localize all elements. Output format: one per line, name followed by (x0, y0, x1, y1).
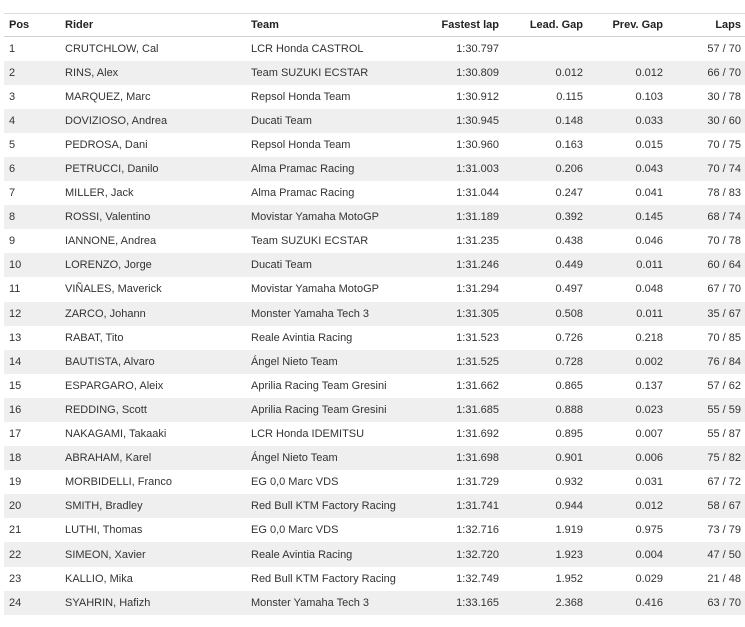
cell-pos: 6 (9, 163, 16, 176)
cell-lead-gap: 0.115 (556, 90, 583, 103)
cell-pos: 1 (9, 42, 16, 55)
cell-laps: 58 / 67 (707, 500, 741, 513)
cell-pos: 17 (9, 428, 22, 441)
cell-lead-gap: 2.368 (555, 596, 583, 609)
cell-fastest-lap: 1:30.797 (456, 42, 499, 55)
table-row (4, 229, 745, 253)
cell-pos: 7 (9, 187, 16, 200)
cell-laps: 47 / 50 (707, 548, 741, 561)
table-row (4, 518, 745, 542)
cell-prev-gap: 0.023 (635, 403, 663, 416)
cell-pos: 22 (9, 548, 22, 561)
cell-lead-gap: 0.726 (555, 331, 583, 344)
cell-team: LCR Honda IDEMITSU (251, 428, 365, 441)
cell-pos: 5 (9, 138, 16, 151)
cell-fastest-lap: 1:31.741 (456, 500, 499, 513)
cell-rider: ABRAHAM, Karel (65, 452, 152, 465)
cell-pos: 16 (9, 403, 22, 416)
cell-rider: BAUTISTA, Alvaro (65, 355, 155, 368)
cell-lead-gap: 0.163 (555, 138, 583, 151)
cell-team: Repsol Honda Team (251, 90, 351, 103)
col-header-team: Team (251, 19, 279, 31)
table-row (4, 326, 745, 350)
cell-pos: 14 (9, 355, 22, 368)
cell-fastest-lap: 1:31.662 (456, 379, 499, 392)
table-row (4, 350, 745, 374)
cell-lead-gap: 0.497 (555, 283, 583, 296)
cell-rider: DOVIZIOSO, Andrea (65, 114, 168, 127)
cell-lead-gap: 0.865 (555, 379, 583, 392)
cell-lead-gap: 0.888 (555, 403, 583, 416)
cell-pos: 19 (9, 476, 22, 489)
cell-rider: PEDROSA, Dani (65, 138, 148, 151)
cell-fastest-lap: 1:31.246 (456, 259, 499, 272)
table-row (4, 277, 745, 301)
cell-fastest-lap: 1:31.729 (456, 476, 499, 489)
cell-team: Team SUZUKI ECSTAR (251, 235, 369, 248)
cell-prev-gap: 0.218 (635, 331, 663, 344)
cell-laps: 76 / 84 (707, 355, 741, 368)
cell-laps: 70 / 74 (707, 163, 741, 176)
cell-team: Ángel Nieto Team (251, 355, 338, 368)
cell-prev-gap: 0.975 (635, 524, 663, 537)
table-row (4, 85, 745, 109)
table-row (4, 205, 745, 229)
cell-fastest-lap: 1:30.912 (456, 90, 499, 103)
cell-lead-gap: 0.148 (555, 114, 583, 127)
cell-fastest-lap: 1:31.692 (456, 428, 499, 441)
cell-team: Aprilia Racing Team Gresini (251, 379, 387, 392)
cell-lead-gap (499, 37, 583, 61)
cell-rider: RINS, Alex (65, 66, 119, 79)
cell-prev-gap: 0.145 (635, 211, 663, 224)
cell-fastest-lap: 1:32.716 (456, 524, 499, 537)
cell-pos: 2 (9, 66, 16, 79)
cell-team: Monster Yamaha Tech 3 (251, 596, 370, 609)
cell-team: Red Bull KTM Factory Racing (251, 572, 396, 585)
cell-fastest-lap: 1:30.960 (456, 138, 499, 151)
cell-prev-gap: 0.007 (635, 428, 663, 441)
cell-rider: IANNONE, Andrea (65, 235, 157, 248)
cell-prev-gap: 0.029 (635, 572, 663, 585)
cell-pos: 11 (9, 283, 21, 296)
table-row (4, 133, 745, 157)
cell-laps: 70 / 75 (707, 138, 741, 151)
cell-lead-gap: 0.449 (555, 259, 583, 272)
table-header (4, 14, 745, 37)
cell-lead-gap: 0.944 (555, 500, 583, 513)
cell-prev-gap: 0.046 (635, 235, 663, 248)
cell-pos: 10 (9, 259, 22, 272)
cell-pos: 23 (9, 572, 22, 585)
cell-fastest-lap: 1:31.294 (456, 283, 499, 296)
cell-laps: 70 / 85 (707, 331, 741, 344)
col-header-pos: Pos (9, 19, 30, 31)
cell-team: Ducati Team (251, 114, 312, 127)
cell-pos: 9 (9, 235, 16, 248)
cell-rider: MILLER, Jack (65, 187, 134, 200)
cell-team: Reale Avintia Racing (251, 331, 353, 344)
cell-pos: 21 (9, 524, 22, 537)
cell-pos: 20 (9, 500, 22, 513)
cell-team: Alma Pramac Racing (251, 163, 355, 176)
cell-lead-gap: 1.919 (555, 524, 583, 537)
cell-laps: 66 / 70 (707, 66, 741, 79)
cell-lead-gap: 0.206 (555, 163, 583, 176)
cell-prev-gap: 0.043 (635, 163, 663, 176)
cell-fastest-lap: 1:31.305 (456, 307, 499, 320)
col-header-laps: Laps (715, 19, 741, 31)
cell-lead-gap: 0.012 (555, 66, 583, 79)
cell-lead-gap: 0.247 (555, 187, 583, 200)
cell-prev-gap: 0.012 (635, 66, 663, 79)
cell-fastest-lap: 1:31.523 (456, 331, 499, 344)
cell-laps: 63 / 70 (707, 596, 741, 609)
cell-rider: REDDING, Scott (65, 403, 147, 416)
cell-laps: 21 / 48 (707, 572, 741, 585)
cell-team: Reale Avintia Racing (251, 548, 353, 561)
cell-team: LCR Honda CASTROL (251, 42, 364, 55)
cell-lead-gap: 0.728 (555, 355, 583, 368)
results-table (4, 13, 745, 615)
cell-team: Ducati Team (251, 259, 312, 272)
cell-laps: 68 / 74 (707, 211, 741, 224)
cell-team: Team SUZUKI ECSTAR (251, 66, 369, 79)
cell-prev-gap: 0.015 (635, 138, 663, 151)
cell-team: EG 0,0 Marc VDS (251, 524, 339, 537)
cell-pos: 4 (9, 114, 16, 127)
cell-fastest-lap: 1:31.235 (456, 235, 499, 248)
cell-team: Aprilia Racing Team Gresini (251, 403, 387, 416)
cell-prev-gap: 0.011 (636, 307, 663, 320)
cell-rider: LUTHI, Thomas (65, 524, 143, 537)
cell-team: Alma Pramac Racing (251, 187, 355, 200)
cell-rider: MORBIDELLI, Franco (65, 476, 172, 489)
cell-laps: 73 / 79 (707, 524, 741, 537)
table-row (4, 446, 745, 470)
cell-lead-gap: 1.952 (555, 572, 583, 585)
table-body (4, 37, 745, 615)
cell-laps: 57 / 62 (707, 379, 741, 392)
cell-rider: LORENZO, Jorge (65, 259, 152, 272)
cell-rider: CRUTCHLOW, Cal (65, 42, 159, 55)
cell-laps: 55 / 59 (707, 403, 741, 416)
cell-lead-gap: 0.932 (555, 476, 583, 489)
cell-laps: 30 / 60 (707, 114, 741, 127)
cell-pos: 15 (9, 379, 22, 392)
col-header-prev-gap: Prev. Gap (612, 19, 663, 31)
cell-prev-gap: 0.416 (635, 596, 663, 609)
cell-pos: 13 (9, 331, 22, 344)
table-row (4, 109, 745, 133)
cell-prev-gap: 0.137 (635, 379, 663, 392)
table-row (4, 374, 745, 398)
cell-rider: SMITH, Bradley (65, 500, 143, 513)
cell-fastest-lap: 1:30.809 (456, 66, 499, 79)
cell-laps: 55 / 87 (707, 428, 741, 441)
table-row (4, 470, 745, 494)
cell-prev-gap: 0.041 (635, 187, 663, 200)
cell-lead-gap: 0.895 (555, 428, 583, 441)
table-row (4, 591, 745, 615)
cell-lead-gap: 0.508 (555, 307, 583, 320)
results-table-container (4, 13, 744, 615)
table-row (4, 253, 745, 277)
cell-fastest-lap: 1:31.685 (456, 403, 499, 416)
cell-team: EG 0,0 Marc VDS (251, 476, 339, 489)
cell-rider: RABAT, Tito (65, 331, 124, 344)
cell-prev-gap: 0.012 (635, 500, 663, 513)
cell-laps: 67 / 72 (707, 476, 741, 489)
cell-laps: 78 / 83 (707, 187, 741, 200)
cell-rider: KALLIO, Mika (65, 572, 133, 585)
table-row (4, 157, 745, 181)
cell-lead-gap: 0.392 (555, 211, 583, 224)
cell-laps: 57 / 70 (707, 42, 741, 55)
cell-team: Repsol Honda Team (251, 138, 351, 151)
cell-lead-gap: 0.438 (555, 235, 583, 248)
cell-laps: 60 / 64 (707, 259, 741, 272)
cell-pos: 8 (9, 211, 16, 224)
cell-lead-gap: 0.901 (555, 452, 583, 465)
cell-fastest-lap: 1:31.003 (456, 163, 499, 176)
cell-rider: ZARCO, Johann (65, 307, 146, 320)
cell-fastest-lap: 1:32.749 (456, 572, 499, 585)
cell-prev-gap (583, 37, 663, 61)
cell-fastest-lap: 1:31.189 (456, 211, 499, 224)
table-row (4, 422, 745, 446)
col-header-rider: Rider (65, 19, 94, 31)
cell-prev-gap: 0.048 (635, 283, 663, 296)
cell-team: Monster Yamaha Tech 3 (251, 307, 370, 320)
cell-team: Movistar Yamaha MotoGP (251, 211, 379, 224)
cell-laps: 35 / 67 (707, 307, 741, 320)
table-row (4, 181, 745, 205)
cell-fastest-lap: 1:31.044 (456, 187, 499, 200)
cell-prev-gap: 0.103 (635, 90, 663, 103)
cell-rider: SIMEON, Xavier (65, 548, 146, 561)
table-row (4, 61, 745, 85)
cell-lead-gap: 1.923 (555, 548, 583, 561)
cell-fastest-lap: 1:31.698 (456, 452, 499, 465)
cell-rider: ROSSI, Valentino (65, 211, 151, 224)
table-row (4, 37, 745, 61)
table-row (4, 567, 745, 591)
cell-laps: 75 / 82 (707, 452, 741, 465)
cell-pos: 12 (9, 307, 22, 320)
cell-team: Red Bull KTM Factory Racing (251, 500, 396, 513)
cell-rider: MARQUEZ, Marc (65, 90, 151, 103)
cell-pos: 18 (9, 452, 22, 465)
col-header-fastest-lap: Fastest lap (441, 19, 499, 31)
cell-fastest-lap: 1:32.720 (456, 548, 499, 561)
cell-team: Ángel Nieto Team (251, 452, 338, 465)
cell-prev-gap: 0.033 (635, 114, 663, 127)
cell-rider: VIÑALES, Maverick (65, 283, 162, 296)
table-row (4, 302, 745, 326)
table-row (4, 494, 745, 518)
cell-fastest-lap: 1:33.165 (456, 596, 499, 609)
cell-fastest-lap: 1:31.525 (456, 355, 499, 368)
cell-rider: SYAHRIN, Hafizh (65, 596, 151, 609)
cell-laps: 70 / 78 (707, 235, 741, 248)
cell-prev-gap: 0.004 (635, 548, 663, 561)
cell-prev-gap: 0.002 (635, 355, 663, 368)
cell-rider: PETRUCCI, Danilo (65, 163, 159, 176)
cell-laps: 67 / 70 (707, 283, 741, 296)
cell-prev-gap: 0.006 (635, 452, 663, 465)
cell-pos: 24 (9, 596, 22, 609)
cell-team: Movistar Yamaha MotoGP (251, 283, 379, 296)
table-row (4, 542, 745, 566)
cell-rider: ESPARGARO, Aleix (65, 379, 164, 392)
cell-fastest-lap: 1:30.945 (456, 114, 499, 127)
cell-prev-gap: 0.011 (636, 259, 663, 272)
col-header-lead-gap: Lead. Gap (529, 19, 583, 31)
cell-rider: NAKAGAMI, Takaaki (65, 428, 167, 441)
cell-pos: 3 (9, 90, 16, 103)
cell-prev-gap: 0.031 (635, 476, 663, 489)
cell-laps: 30 / 78 (707, 90, 741, 103)
table-row (4, 398, 745, 422)
header-row (4, 14, 745, 37)
